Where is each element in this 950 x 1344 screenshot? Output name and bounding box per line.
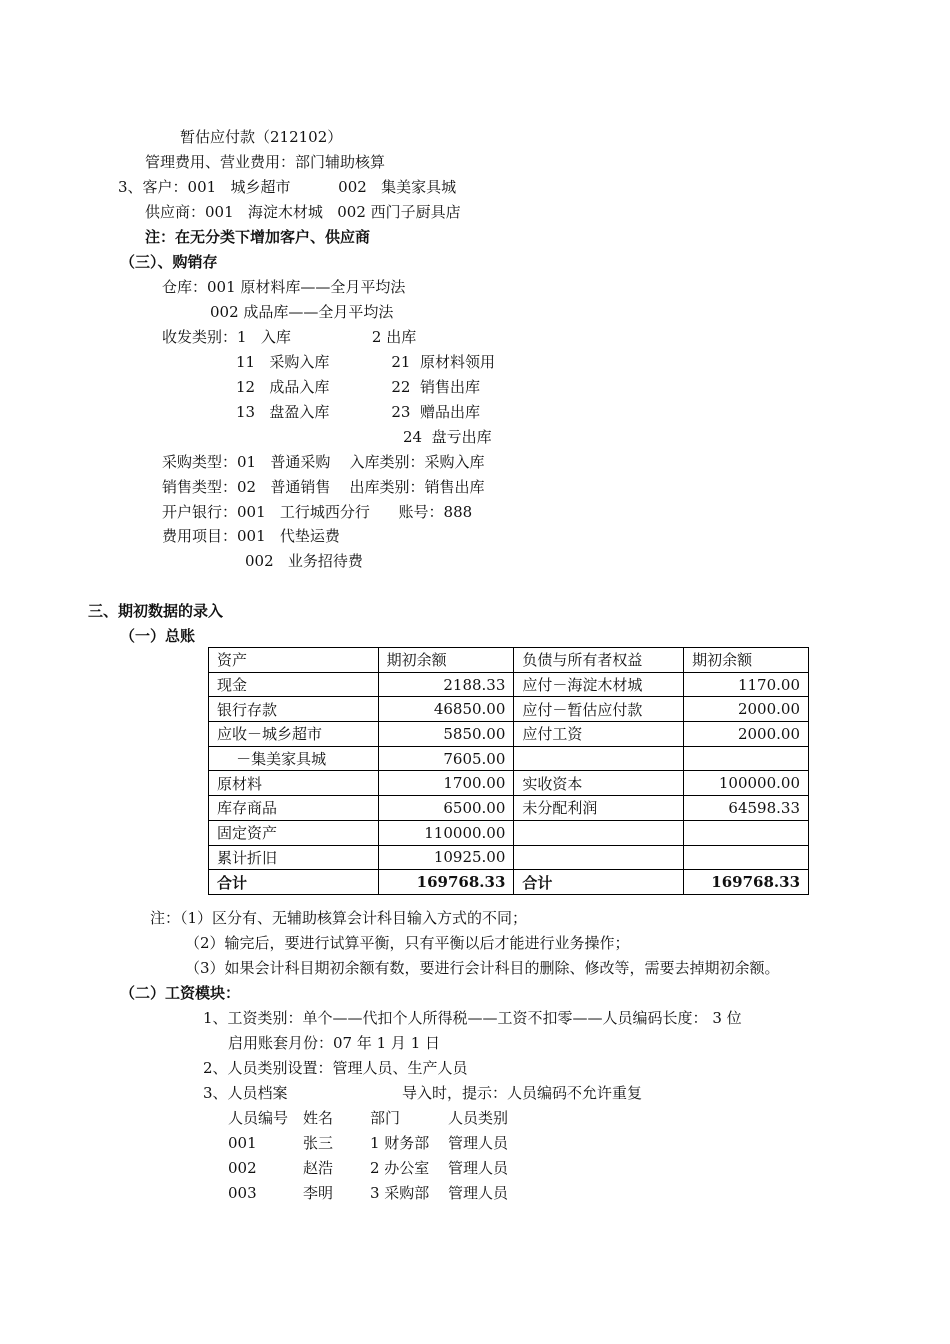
list-cell: 管理人员: [448, 1134, 509, 1152]
list-cell: 管理人员: [448, 1184, 509, 1202]
subsection-heading: （一）总账: [120, 627, 196, 645]
cell: 应收－城乡超市: [209, 722, 379, 747]
table-row: [209, 845, 809, 870]
text-line: 11 采购入库 21 原材料领用: [236, 353, 495, 371]
note-line: （2）输完后，要进行试算平衡，只有平衡以后才能进行业务操作；: [185, 934, 630, 952]
cell: 合计: [514, 870, 684, 895]
cell: [514, 845, 684, 870]
text-line: 002 业务招待费: [245, 552, 363, 570]
table-row: [209, 796, 809, 821]
header-cell: 负债与所有者权益: [514, 648, 684, 673]
list-header: 人员编号: [228, 1109, 289, 1127]
list-cell: 001: [228, 1134, 257, 1152]
section-heading: （三）、购销存: [120, 253, 218, 271]
cell: 实收资本: [514, 771, 684, 796]
note-heading: 注：在无分类下增加客户、供应商: [145, 228, 371, 246]
cell: 应付工资: [514, 722, 684, 747]
cell: [684, 845, 809, 870]
list-header: 人员类别: [448, 1109, 509, 1127]
cell: [684, 746, 809, 771]
cell: 银行存款: [209, 697, 379, 722]
cell: 10925.00: [378, 845, 514, 870]
cell: －集美家具城: [209, 746, 379, 771]
table-header-row: [209, 648, 809, 673]
text-line: 费用项目：001 代垫运费: [162, 527, 340, 545]
table-row: [209, 771, 809, 796]
cell: 5850.00: [378, 722, 514, 747]
text-line: 暂估应付款（212102）: [180, 128, 343, 146]
text-line: 2、人员类别设置：管理人员、生产人员: [203, 1059, 468, 1077]
cell: 现金: [209, 672, 379, 697]
text-line: 供应商：001 海淀木材城 002 西门子厨具店: [145, 203, 461, 221]
cell: 169768.33: [684, 870, 809, 895]
cell: 6500.00: [378, 796, 514, 821]
cell: 2000.00: [684, 722, 809, 747]
table-row: [209, 746, 809, 771]
cell: 应付－暂估应付款: [514, 697, 684, 722]
table-row: [209, 672, 809, 697]
list-cell: 002: [228, 1159, 257, 1177]
cell: 110000.00: [378, 820, 514, 845]
cell: 1700.00: [378, 771, 514, 796]
cell: 64598.33: [684, 796, 809, 821]
list-cell: 1 财务部: [370, 1134, 430, 1152]
opening-balance-table: [208, 647, 809, 895]
text-line: 开户银行：001 工行城西分行 账号：888: [162, 503, 473, 521]
text-line: 1、工资类别：单个——代扣个人所得税——工资不扣零——人员编码长度： 3 位: [203, 1009, 742, 1027]
table-row: [209, 722, 809, 747]
section-heading: 三、期初数据的录入: [88, 602, 224, 620]
cell: 库存商品: [209, 796, 379, 821]
cell: [684, 820, 809, 845]
text-line: 24 盘亏出库: [403, 428, 492, 446]
text-line: 12 成品入库 22 销售出库: [236, 378, 480, 396]
cell: 7605.00: [378, 746, 514, 771]
table-row: [209, 697, 809, 722]
text-line: 3、人员档案 导入时，提示：人员编码不允许重复: [203, 1084, 642, 1102]
text-line: 销售类型：02 普通销售 出库类别：销售出库: [162, 478, 485, 496]
list-cell: 003: [228, 1184, 257, 1202]
cell: 应付－海淀木材城: [514, 672, 684, 697]
cell: 2000.00: [684, 697, 809, 722]
list-cell: 李明: [303, 1184, 334, 1202]
header-cell: 期初余额: [684, 648, 809, 673]
text-line: 启用账套月份：07 年 1 月 1 日: [228, 1034, 441, 1052]
list-cell: 2 办公室: [370, 1159, 430, 1177]
text-line: 3、客户：001 城乡超市 002 集美家具城: [118, 178, 457, 196]
list-cell: 管理人员: [448, 1159, 509, 1177]
list-header: 姓名: [303, 1109, 334, 1127]
text-line: 13 盘盈入库 23 赠品出库: [236, 403, 480, 421]
text-line: 002 成品库——全月平均法: [210, 303, 394, 321]
list-cell: 赵浩: [303, 1159, 334, 1177]
total-row: [209, 870, 809, 895]
cell: 累计折旧: [209, 845, 379, 870]
cell: 169768.33: [378, 870, 514, 895]
cell: 1170.00: [684, 672, 809, 697]
text-line: 采购类型：01 普通采购 入库类别：采购入库: [162, 453, 485, 471]
text-line: 管理费用、营业费用：部门辅助核算: [145, 153, 386, 171]
text-line: 收发类别：1 入库 2 出库: [162, 328, 417, 346]
text-line: 仓库：001 原材料库——全月平均法: [162, 278, 406, 296]
header-cell: 资产: [209, 648, 379, 673]
subsection-heading: （二）工资模块：: [120, 984, 241, 1002]
note-line: 注：（1）区分有、无辅助核算会计科目输入方式的不同；: [150, 909, 528, 927]
cell: 合计: [209, 870, 379, 895]
cell: 46850.00: [378, 697, 514, 722]
cell: 未分配利润: [514, 796, 684, 821]
cell: 原材料: [209, 771, 379, 796]
list-cell: 张三: [303, 1134, 334, 1152]
table-row: [209, 820, 809, 845]
list-cell: 3 采购部: [370, 1184, 430, 1202]
header-cell: 期初余额: [378, 648, 514, 673]
cell: 100000.00: [684, 771, 809, 796]
list-header: 部门: [370, 1109, 401, 1127]
cell: 2188.33: [378, 672, 514, 697]
cell: [514, 820, 684, 845]
note-line: （3）如果会计科目期初余额有数，要进行会计科目的删除、修改等，需要去掉期初余额。: [185, 959, 780, 977]
cell: 固定资产: [209, 820, 379, 845]
cell: [514, 746, 684, 771]
